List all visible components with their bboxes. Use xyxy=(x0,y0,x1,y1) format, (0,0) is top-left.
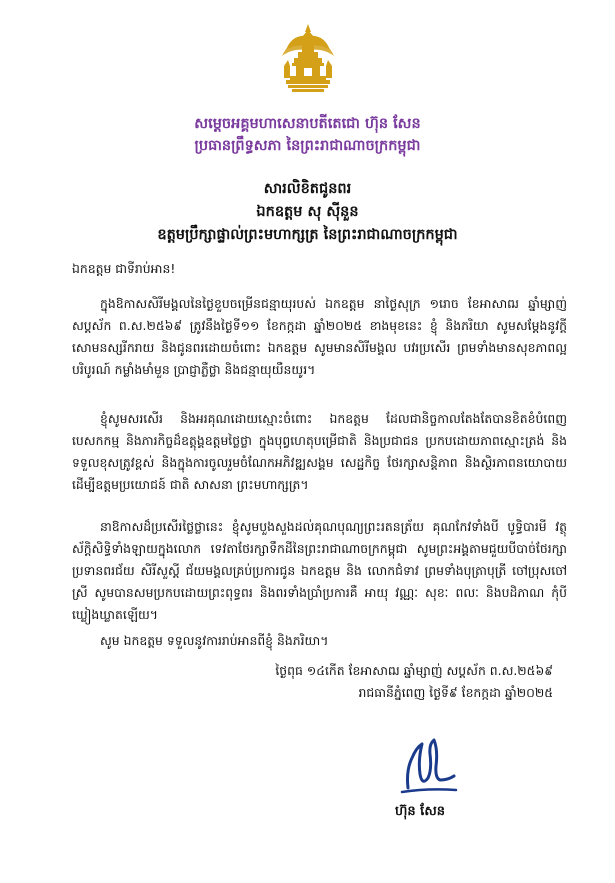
sender-name: សម្តេចអគ្គមហាសេនាបតីតេជោ ហ៊ុន សែន xyxy=(194,116,421,132)
senate-emblem-icon xyxy=(278,22,338,98)
recipient-name: ឯកឧត្តម សុ ស៊ីនួន xyxy=(256,204,359,220)
signature-icon xyxy=(398,730,460,800)
sender-title: ប្រធានព្រឹទ្ធសភា នៃព្រះរាជាណាចក្រកម្ពុជា xyxy=(194,138,421,154)
paragraph-appreciation: ខ្ញុំសូមសរសើរ និងអរគុណដោយស្មោះចំពោះ ឯកឧត្តម ដែលជានិច្ចកាលតែងតែបានខិតខំបំពេញបេសកកម្ម និងភារកិច្ចដ៏ឧត្តុង្គឧត្តមថ្លៃថ្លា ក្នុងបុព្វហេតុបម្រើជាតិ និងប្រជាជន ប្រកបដោយភាពស្មោះត្រង់ និងទទួលខុសត្រូវខ្ពស់ និងក្នុងការចូលរួមចំណែកអភិវឌ្ឍសង្គម សេដ្ឋកិច្ច ថែរក្សាសន្តិភាព និងស្ថិរភាពនយោបាយ ដើម្បីឧត្តមប្រយោជន៍ ជាតិ សាសនា ព្រះមហាក្សត្រ។ xyxy=(72,411,567,492)
closing-line: សូម ឯកឧត្តម ទទួលនូវការរាប់អានពីខ្ញុំ និងភរិយា។ xyxy=(100,633,329,648)
letter-type-heading: សារលិខិតជូនពរ xyxy=(263,181,352,197)
paragraph-blessings: នាឱកាសដ៏ប្រសើរថ្លៃថ្លានេះ ខ្ញុំសូមបួងសួងដល់គុណបុណ្យព្រះរតនត្រ័យ គុណកែវទាំងបី បូទ្ធិបារមី វត្ថុស័ក្តិសិទ្ធិទាំងឡាយក្នុងលោក ទេវតាថែរក្សាទឹកដីនៃព្រះរាជាណាចក្រកម្ពុជា សូមព្រះអង្គតាមជួយបីបាច់ថែរក្សា ប្រទានពរជ័យ សិរីសួស្តី ជ័យមង្គលគ្រប់ប្រការជូន ឯកឧត្តម និង លោកជំទាវ ព្រមទាំងបុត្រាបុត្រី ចៅប្រុសចៅស្រី សូមបានសមប្រកបដោយព្រះពុទ្ធពរ និងពរទាំងប្រាំប្រការគឺ អាយុ វណ្ណៈ សុខៈ ពលៈ និងបដិភាណ កុំបីឃ្លៀងឃ្លាតឡើយ។ xyxy=(72,519,567,622)
recipient-title: ឧត្តមប្រឹក្សាផ្ទាល់ព្រះមហាក្សត្រ នៃព្រះរាជាណាចក្រកម្ពុជា xyxy=(157,227,458,243)
salutation: ឯកឧត្តម ជាទីរាប់អាន! xyxy=(72,261,176,276)
date-solar: រាជធានីភ្នំពេញ ថ្ងៃទី៩ ខែកក្កដា ឆ្នាំ២០២៥ xyxy=(358,685,553,700)
paragraph-birthday-wishes: ក្នុងឱកាសសិរីមង្គលនៃថ្ងៃខួបចម្រើនជន្មាយុរបស់ ឯកឧត្តម នាថ្ងៃសុក្រ ១រោច ខែអាសាឍ ឆ្នាំម្សាញ់ សប្តស័ក ព.ស.២៥៦៩ ត្រូវនឹងថ្ងៃទី១១ ខែកក្កដា ឆ្នាំ២០២៥ ខាងមុខនេះ ខ្ញុំ និងភរិយា សូមសម្តែងនូវក្តីសោមនស្សរីករាយ និងជូនពរដោយចំពោះ ឯកឧត្តម សូមមានសិរីមង្គល បវរប្រសើរ ព្រមទាំងមានសុខភាពល្អបរិបូរណ៍ កម្លាំងមាំមួន ប្រាជ្ញាភ្លឺថ្លា និងជន្មាយុយឺនយូរ។ xyxy=(72,296,567,377)
signer-name: ហ៊ុន សែន xyxy=(395,804,445,819)
date-lunar: ថ្ងៃពុធ ១៤កើត ខែអាសាឍ ឆ្នាំម្សាញ់ សប្តស័ក ព.ស.២៥៦៩ xyxy=(275,663,553,678)
